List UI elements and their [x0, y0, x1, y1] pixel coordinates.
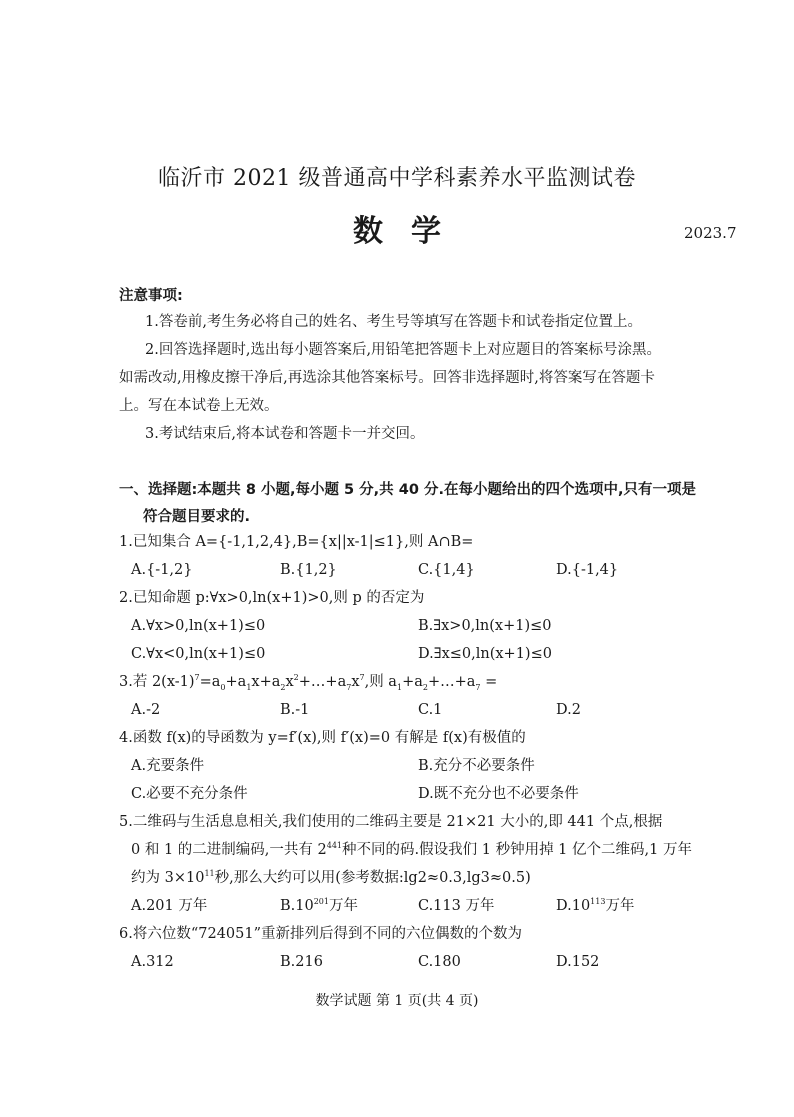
notice-heading: 注意事项: [119, 288, 183, 304]
notice-item-3: 3.考试结束后,将本试卷和答题卡一并交回。 [145, 426, 425, 442]
question-3-option-a: A.-2 [131, 702, 161, 718]
notice-item-1: 1.答卷前,考生务必将自己的姓名、考生号等填写在答题卡和试卷指定位置上。 [145, 314, 642, 330]
question-3-option-d: D.2 [556, 702, 581, 718]
question-2-option-b: B.∃x>0,ln(x+1)≤0 [418, 618, 552, 634]
question-4-stem: 4.函数 f(x)的导函数为 y=f′(x),则 f′(x)=0 有解是 f(x)有极值的 [119, 730, 526, 746]
question-1-option-b: B.{1,2} [280, 562, 337, 578]
question-6-option-c: C.180 [418, 954, 461, 970]
question-5-option-a: A.201 万年 [131, 898, 208, 914]
question-5-line-1: 5.二维码与生活息息相关,我们使用的二维码主要是 21×21 大小的,即 441 个点,根据 [119, 814, 663, 830]
question-4-option-d: D.既不充分也不必要条件 [418, 786, 579, 802]
question-2-option-c: C.∀x<0,ln(x+1)≤0 [131, 646, 266, 662]
section-1-heading-line-2: 符合题目要求的. [143, 509, 251, 525]
exam-date: 2023.7 [684, 224, 737, 242]
page-footer: 数学试题 第 1 页(共 4 页) [315, 993, 479, 1009]
notice-item-2-line-3: 上。写在本试卷上无效。 [119, 398, 279, 414]
notice-item-2-line-2: 如需改动,用橡皮擦干净后,再选涂其他答案标号。回答非选择题时,将答案写在答题卡 [119, 370, 655, 386]
question-2-option-d: D.∃x≤0,ln(x+1)≤0 [418, 646, 552, 662]
question-5-option-c: C.113 万年 [418, 898, 495, 914]
question-1-stem: 1.已知集合 A={-1,1,2,4},B={x||x-1|≤1},则 A∩B= [119, 534, 474, 550]
notice-item-2-line-1: 2.回答选择题时,选出每小题答案后,用铅笔把答题卡上对应题目的答案标号涂黑。 [145, 342, 662, 358]
question-5-line-2: 0 和 1 的二进制编码,一共有 $2^{441}$种不同的码.假设我们 1 秒钟用掉 1 亿个二维码,1 万年 [131, 841, 692, 858]
question-6-option-b: B.216 [280, 954, 323, 970]
question-6-option-d: D.152 [556, 954, 600, 970]
section-1-heading-line-1: 一、选择题:本题共 8 小题,每小题 5 分,共 40 分.在每小题给出的四个选项中,只有一项是 [119, 482, 696, 498]
question-6-stem: 6.将六位数“724051”重新排列后得到不同的六位偶数的个数为 [119, 926, 523, 942]
question-3-option-b: B.-1 [280, 702, 310, 718]
exam-title: 临沂市 2021 级普通高中学科素养水平监测试卷 [158, 166, 636, 191]
question-3-option-c: C.1 [418, 702, 443, 718]
question-5-line-3: 约为 $3\times 10^{11}$秒,那么大约可以用(参考数据:lg2≈0.3,lg3≈0.5) [131, 869, 531, 886]
question-1-option-d: D.{-1,4} [556, 562, 619, 578]
question-5-option-d: $D.10^{113}$万年 [556, 897, 635, 914]
question-4-option-b: B.充分不必要条件 [418, 758, 535, 774]
question-2-stem: 2.已知命题 p:∀x>0,ln(x+1)>0,则 p 的否定为 [119, 590, 425, 606]
question-6-option-a: A.312 [131, 954, 174, 970]
question-4-option-c: C.必要不充分条件 [131, 786, 248, 802]
question-5-option-b: $B.10^{201}$万年 [280, 897, 358, 914]
question-2-option-a: A.∀x>0,ln(x+1)≤0 [131, 618, 266, 634]
question-1-option-c: C.{1,4} [418, 562, 475, 578]
question-4-option-a: A.充要条件 [131, 758, 205, 774]
question-1-option-a: A.{-1,2} [131, 562, 193, 578]
question-3-stem: 3.若 $2(x-1)^7=a_0+a_1x+a_2x^2+\dots+a_7x^7$,则 $a_1+a_2+\dots+a_7$ = [119, 673, 498, 692]
subject-title: 数学 [353, 214, 469, 249]
